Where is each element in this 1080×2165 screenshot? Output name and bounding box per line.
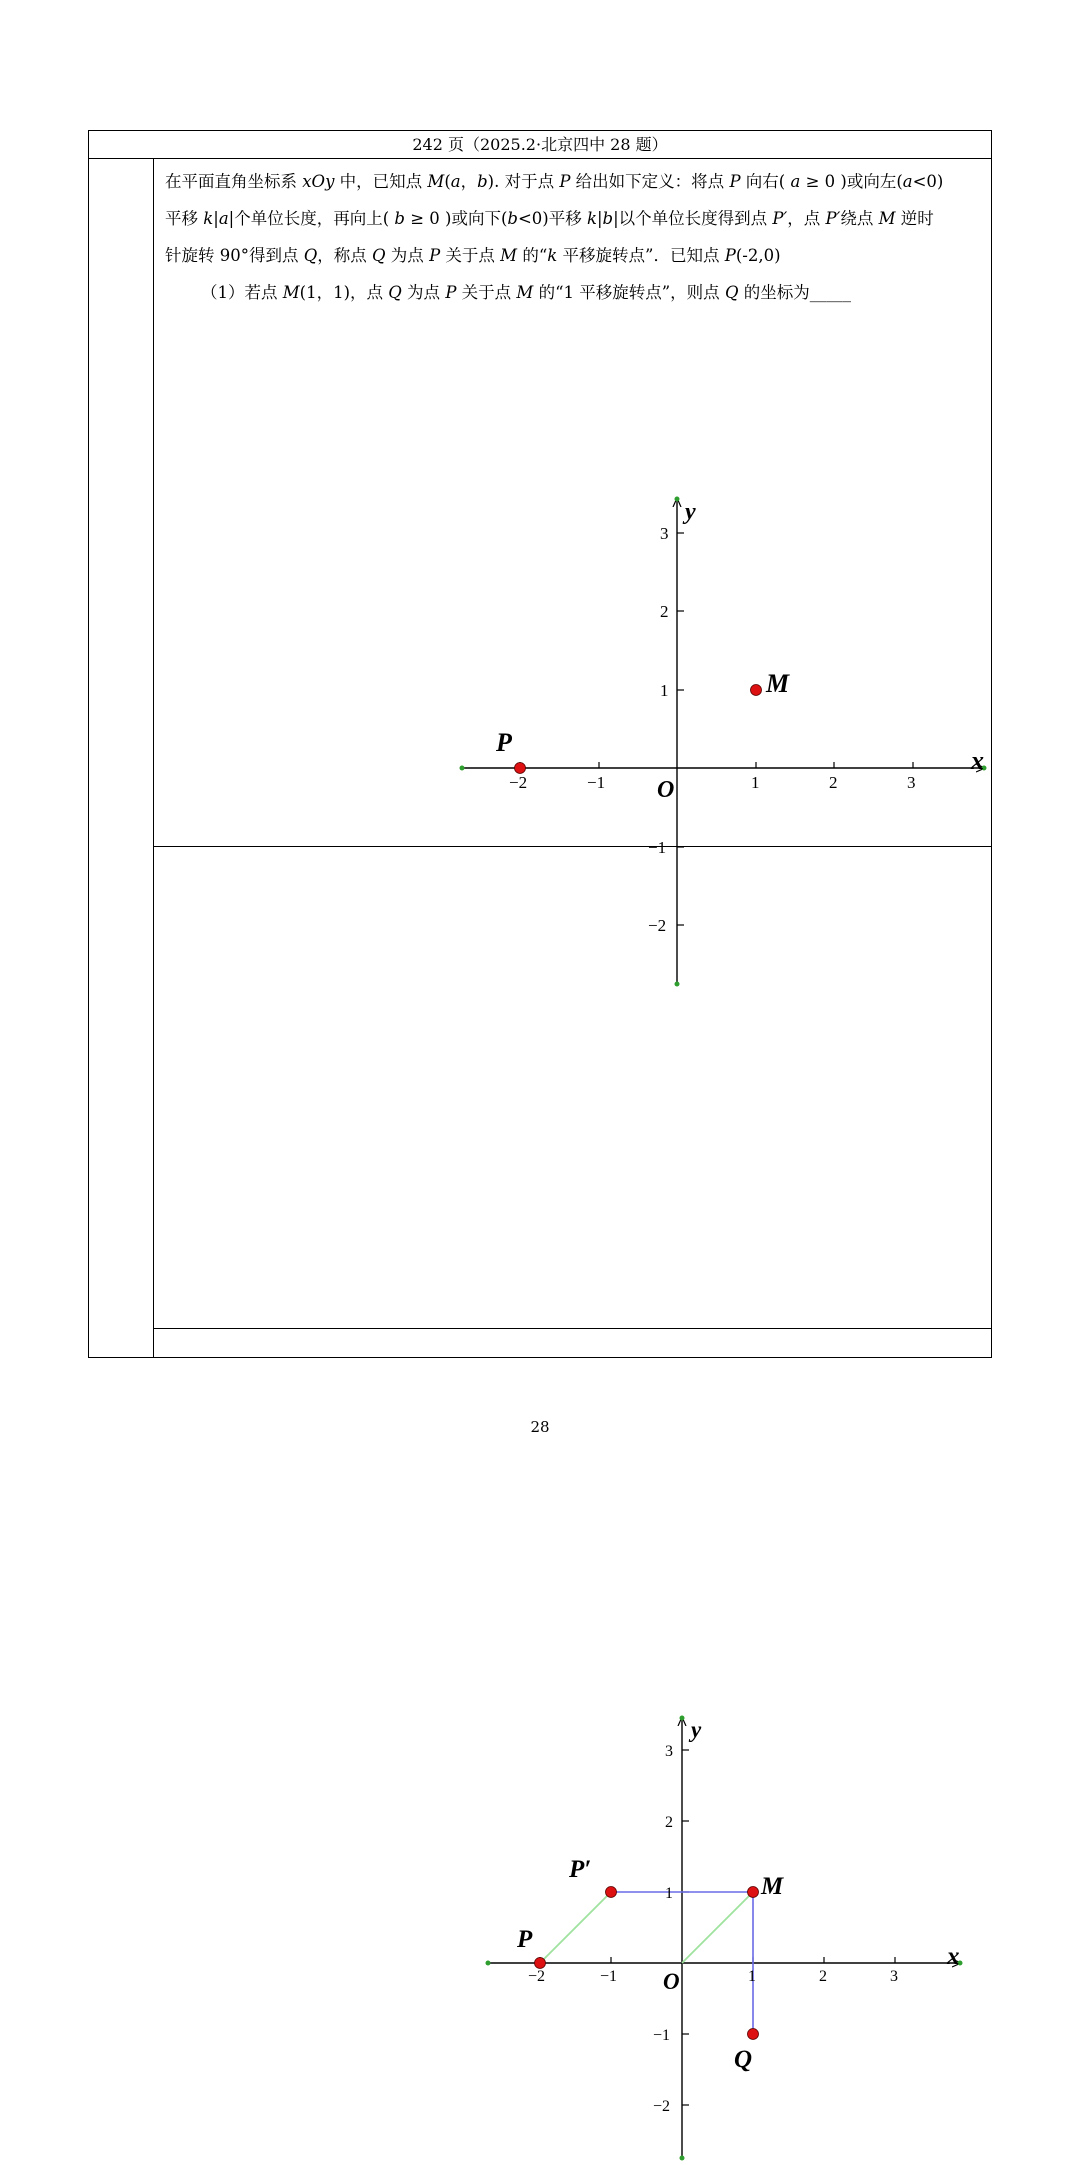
x-tick-label: −2 bbox=[528, 1968, 546, 1985]
point-label-pprime: P′ bbox=[569, 1856, 592, 1883]
point-label-m: M bbox=[761, 1873, 784, 1900]
table-header: 242 页（2025.2·北京四中 28 题） bbox=[89, 131, 991, 159]
x-tick-label: 3 bbox=[907, 773, 916, 792]
point-p bbox=[535, 1958, 546, 1969]
problem-line-1: 在平面直角坐标系 xOy 中，已知点 M(a，b). 对于点 P 给出如下定义：将点 P 向右( a ≥ 0 )或向左(a<0) bbox=[165, 172, 944, 191]
y-tick-label: 3 bbox=[660, 524, 669, 543]
left-column bbox=[89, 159, 154, 1357]
axis-end-marker bbox=[680, 1716, 685, 1721]
point-pprime bbox=[606, 1887, 617, 1898]
axis-end-marker bbox=[486, 1961, 491, 1966]
x-tick-label: 2 bbox=[819, 1968, 827, 1985]
point-m bbox=[751, 685, 762, 696]
page-number: 28 bbox=[530, 1418, 550, 1436]
axis-end-marker bbox=[680, 2156, 685, 2161]
x-tick-label: −2 bbox=[509, 773, 528, 792]
segment-p-pprime bbox=[540, 1892, 611, 1963]
y-tick-label: 2 bbox=[665, 1814, 673, 1831]
y-tick-label: −1 bbox=[648, 838, 667, 857]
y-tick-label: 1 bbox=[660, 681, 669, 700]
origin-label: O bbox=[657, 777, 675, 803]
x-axis-label: x bbox=[971, 746, 984, 775]
y-axis-label: y bbox=[691, 1717, 702, 1742]
problem-table bbox=[88, 130, 992, 2115]
x-tick-label: 1 bbox=[748, 1968, 756, 1985]
axis-end-marker bbox=[675, 497, 680, 502]
point-label-p: P bbox=[517, 1926, 533, 1953]
point-label-p: P bbox=[496, 728, 512, 757]
y-tick-label: 2 bbox=[660, 602, 669, 621]
x-tick-label: −1 bbox=[600, 1968, 618, 1985]
y-tick-label: −2 bbox=[653, 2098, 671, 2115]
problem-text bbox=[165, 163, 985, 311]
x-tick-label: 3 bbox=[890, 1968, 898, 1985]
point-m bbox=[748, 1887, 759, 1898]
problem-line-2: 平移 k|a|个单位长度，再向上( b ≥ 0 )或向下(b<0)平移 k|b|以个单位长度得到点 P′，点 P′绕点 M 逆时 bbox=[165, 209, 934, 228]
origin-label: O bbox=[663, 1969, 680, 1994]
point-p bbox=[515, 763, 526, 774]
point-label-q: Q bbox=[734, 2046, 753, 2073]
problem-question-1: （1）若点 M(1，1)，点 Q 为点 P 关于点 M 的“1 平移旋转点”，则点 Q 的坐标为_____ bbox=[201, 283, 851, 302]
y-tick-label: 1 bbox=[665, 1885, 673, 1902]
point-q bbox=[748, 2029, 759, 2040]
y-tick-label: −2 bbox=[648, 916, 667, 935]
segment-o-m bbox=[682, 1892, 753, 1963]
y-tick-label: −1 bbox=[653, 2027, 671, 2044]
axis-end-marker bbox=[460, 766, 465, 771]
x-tick-label: 1 bbox=[751, 773, 760, 792]
point-label-m: M bbox=[766, 669, 790, 698]
x-tick-label: 2 bbox=[829, 773, 838, 792]
y-tick-label: 3 bbox=[665, 1743, 673, 1760]
problem-cell bbox=[154, 159, 991, 935]
x-ticks bbox=[520, 762, 913, 768]
y-ticks bbox=[682, 1750, 689, 2105]
x-axis-label: x bbox=[947, 1943, 960, 1970]
problem-line-3: 针旋转 90°得到点 Q，称点 Q 为点 P 关于点 M 的“k 平移旋转点”．已知点 P(-2,0) bbox=[165, 246, 781, 265]
x-ticks bbox=[540, 1957, 895, 1963]
coordinate-figure-2 bbox=[307, 1713, 1027, 2165]
x-tick-label: −1 bbox=[587, 773, 606, 792]
y-axis-label: y bbox=[685, 499, 696, 525]
